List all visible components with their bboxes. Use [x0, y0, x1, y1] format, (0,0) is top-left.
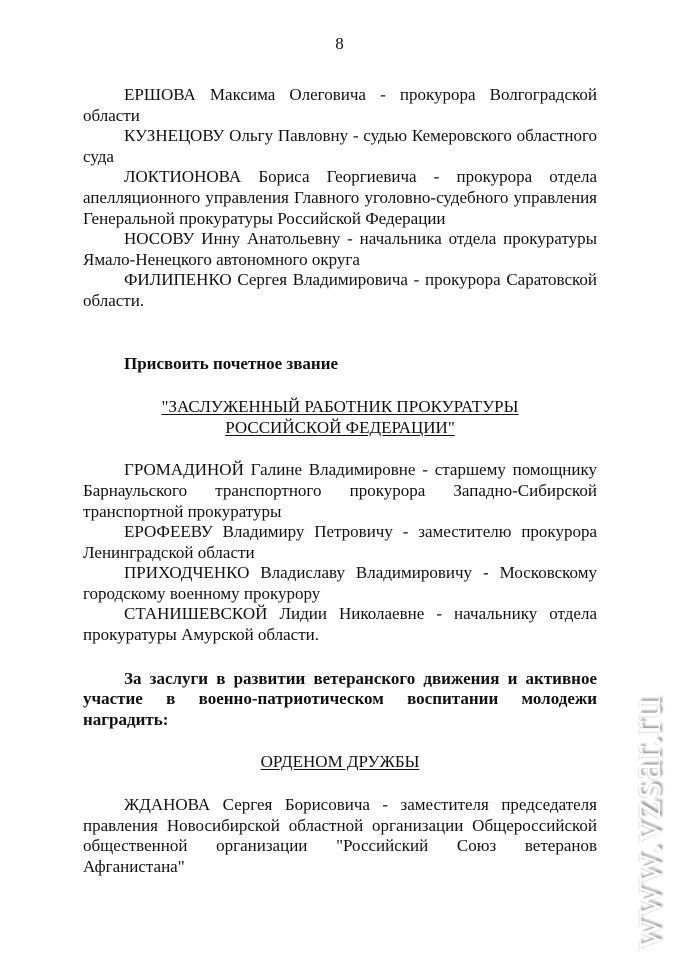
honorary-title-line-2: РОССИЙСКОЙ ФЕДЕРАЦИИ": [225, 417, 455, 437]
award-entry: ПРИХОДЧЕНКО Владиславу Владимировичу - Московскому городскому военному прокурору: [83, 563, 597, 603]
award-entry: СТАНИШЕВСКОЙ Лидии Николаевне - начальнику отдела прокуратуры Амурской области.: [83, 604, 597, 645]
award-entry: ЛОКТИОНОВА Бориса Георгиевича - прокурора отдела апелляционного управления Главного уголовно-судебного управления Генеральной прокуратуры Российской Федерации: [83, 167, 597, 228]
section-lead-order-of-friendship: За заслуги в развитии ветеранского движения и активное участие в военно-патриотическом воспитании молодежи наградить:: [83, 668, 597, 729]
award-entry: ФИЛИПЕНКО Сергея Владимировича - прокурора Саратовской области.: [83, 270, 597, 310]
award-entry: ГРОМАДИНОЙ Галине Владимировне - старшему помощнику Барнаульского транспортного прокурора Западно-Сибирской транспортной прокуратуры: [83, 460, 597, 521]
watermark: www.vzsar.ru: [621, 696, 670, 950]
document-body: [83, 85, 597, 877]
award-entry: КУЗНЕЦОВУ Ольгу Павловну - судью Кемеровского областного суда: [83, 126, 597, 166]
honorary-title-line-1: "ЗАСЛУЖЕННЫЙ РАБОТНИК ПРОКУРАТУРЫ: [161, 397, 519, 417]
page-number: 8: [335, 34, 344, 53]
award-entry: ЖДАНОВА Сергея Борисовича - заместителя председателя правления Новосибирской областной организации Общероссийской общественной организации "Российский Союз ветеранов Афганистана": [83, 795, 597, 876]
honorary-title-heading: [83, 397, 597, 438]
award-entry: НОСОВУ Инну Анатольевну - начальника отдела прокуратуры Ямало-Ненецкого автономного округа: [83, 229, 597, 269]
award-entry: ЕРОФЕЕВУ Владимиру Петровичу - заместителю прокурора Ленинградской области: [83, 522, 597, 562]
section-prosecutors-list: [83, 85, 597, 312]
section-lead-honorary-title: Присвоить почетное звание: [124, 353, 339, 373]
order-title: ОРДЕНОМ ДРУЖБЫ: [260, 752, 420, 772]
section-honorary-list: [83, 460, 597, 645]
award-entry: ЕРШОВА Максима Олеговича - прокурора Волгоградской области: [83, 85, 597, 125]
section-order-list: [83, 795, 597, 877]
